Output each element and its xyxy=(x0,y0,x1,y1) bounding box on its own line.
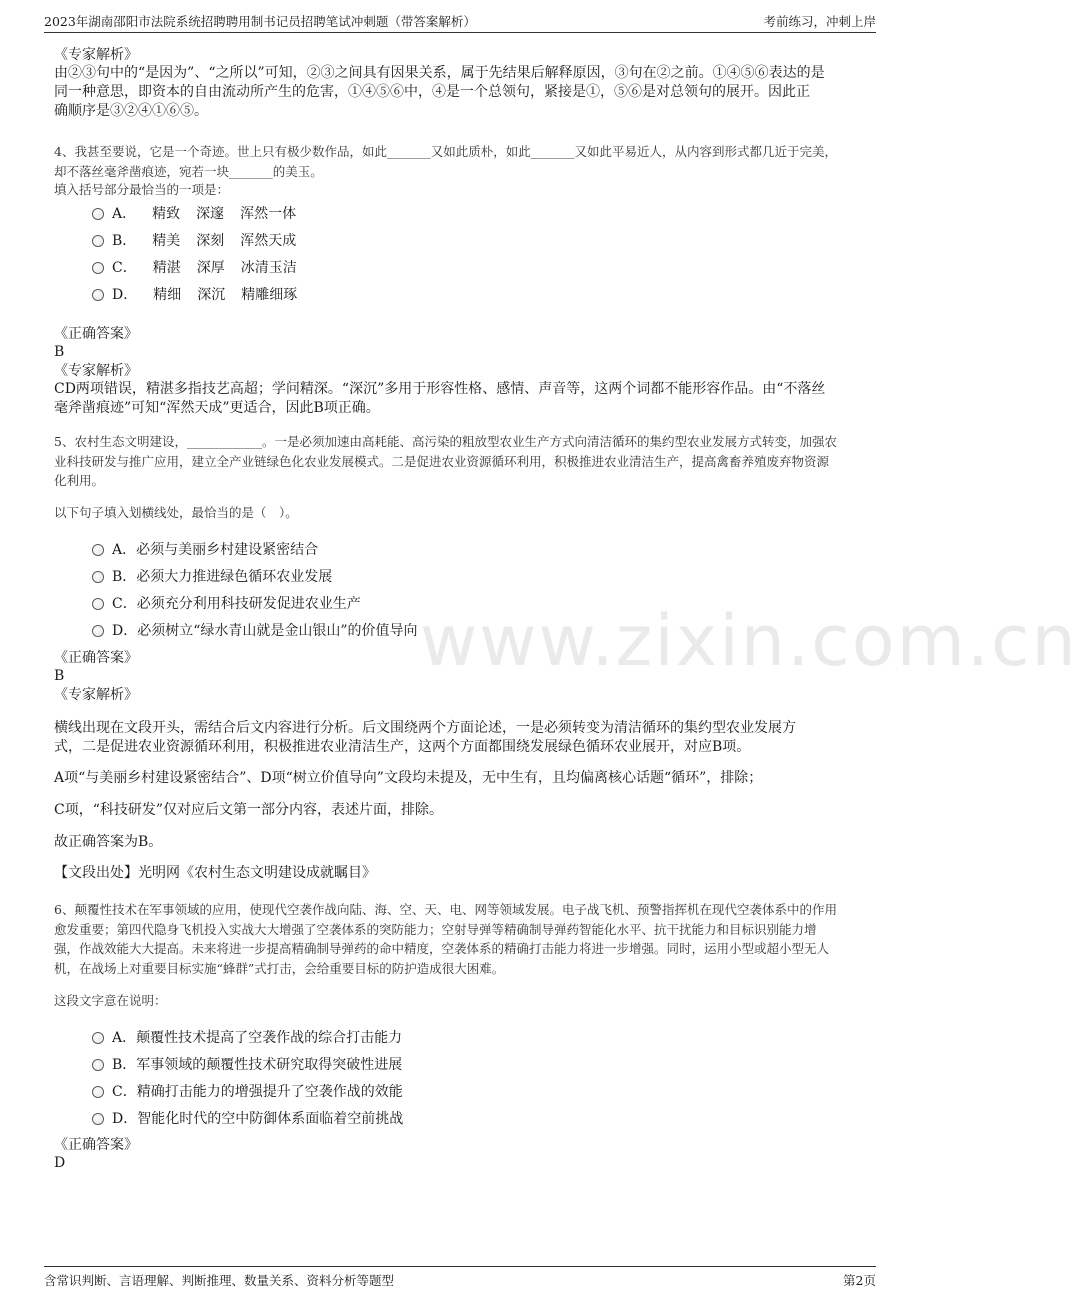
header-slogan: 考前练习，冲刺上岸 xyxy=(763,14,876,29)
option-word: 精湛 xyxy=(152,260,181,276)
option-letter: D． xyxy=(112,623,138,639)
q5-analysis-text xyxy=(54,719,866,757)
q5-analysis-p4: 故正确答案为B。 xyxy=(54,834,163,850)
option-text: 必须树立“绿水青山就是金山银山”的价值导向 xyxy=(137,623,418,639)
radio-icon[interactable] xyxy=(92,544,104,556)
q3-analysis-line: 同一种意思，即资本的自由流动所产生的危害，①④⑤⑥中，④是一个总领句，紧接是①，⑤⑥是对总领句的展开。因此正 xyxy=(54,84,810,100)
q3-analysis-line: 由②③句中的“是因为”、“之所以”可知，②③之间具有因果关系，属于先结果后解释原因，③句在②之前。①④⑤⑥表达的是 xyxy=(54,65,825,81)
option-word: 浑然一体 xyxy=(240,206,297,222)
option-letter: B． xyxy=(112,569,137,585)
q5-option-c[interactable] xyxy=(92,593,361,613)
q6-stem xyxy=(54,900,866,978)
page-footer xyxy=(44,1266,876,1292)
option-text: 必须充分利用科技研发促进农业生产 xyxy=(136,596,361,612)
q4-prompt: 填入括号部分最恰当的一项是： xyxy=(54,182,230,197)
option-letter: A． xyxy=(112,1030,137,1046)
q5-analysis-p2: A项“与美丽乡村建设紧密结合”、D项“树立价值导向”文段均未提及，无中生有，且均偏离核心话题“循环”，排除； xyxy=(54,770,763,786)
radio-icon[interactable] xyxy=(92,571,104,583)
radio-icon[interactable] xyxy=(92,208,104,220)
option-word: 精美 xyxy=(152,233,181,249)
q4-analysis-label: 《专家解析》 xyxy=(54,363,138,379)
q4-option-c[interactable] xyxy=(92,257,297,277)
q6-answer: D xyxy=(54,1155,66,1171)
watermark: www.zixin.com.cn xyxy=(420,600,1078,682)
q5-stem-line: 5、农村生态文明建设，____________。一是必须加速由高耗能、高污染的粗放型农业生产方式向清洁循环的集约型农业发展方式转变，加强农 xyxy=(54,434,837,449)
q5-analysis-line: 式，二是促进农业资源循环利用，积极推进农业清洁生产，这两个方面都围绕发展绿色循环农业展开，对应B项。 xyxy=(54,739,751,755)
radio-icon[interactable] xyxy=(92,598,104,610)
radio-icon[interactable] xyxy=(92,1059,104,1071)
q4-option-d[interactable] xyxy=(92,284,297,304)
q5-analysis-p3: C项，“科技研发”仅对应后文第一部分内容，表述片面，排除。 xyxy=(54,802,444,818)
q6-stem-line: 6、颠覆性技术在军事领域的应用，使现代空袭作战向陆、海、空、天、电、网等领域发展。电子战飞机、预警指挥机在现代空袭体系中的作用 xyxy=(54,902,837,917)
q5-prompt: 以下句子填入划横线处，最恰当的是（ ）。 xyxy=(54,505,298,520)
q3-analysis-text xyxy=(54,64,866,121)
option-text: 必须与美丽乡村建设紧密结合 xyxy=(136,542,319,558)
option-letter: D． xyxy=(112,287,138,303)
q6-prompt: 这段文字意在说明： xyxy=(54,993,167,1008)
q5-option-d[interactable] xyxy=(92,620,418,640)
option-word: 精细 xyxy=(153,287,182,303)
radio-icon[interactable] xyxy=(92,1113,104,1125)
q3-analysis-label: 《专家解析》 xyxy=(54,47,138,63)
q4-analysis-line: 毫斧凿痕迹”可知“浑然天成”更适合，因此B项正确。 xyxy=(54,400,380,416)
q5-stem xyxy=(54,432,866,491)
q5-analysis-label: 《专家解析》 xyxy=(54,687,138,703)
q3-analysis-line: 确顺序是③②④①⑥⑤。 xyxy=(54,103,208,119)
option-word: 精致 xyxy=(152,206,181,222)
q4-stem-line: 却不落丝毫斧凿痕迹，宛若一块_______的美玉。 xyxy=(54,163,323,179)
option-letter: A． xyxy=(112,206,137,222)
q4-option-b[interactable] xyxy=(92,230,296,250)
q6-stem-line: 愈发重要；第四代隐身飞机投入实战大大增强了空袭体系的突防能力；空射导弹等精确制导弹药智能化水平、抗干扰能力和目标识别能力增 xyxy=(54,921,817,937)
q4-answer: B xyxy=(54,344,65,360)
option-text: 颠覆性技术提高了空袭作战的综合打击能力 xyxy=(136,1030,403,1046)
option-text: 精确打击能力的增强提升了空袭作战的效能 xyxy=(136,1084,403,1100)
q4-analysis-text xyxy=(54,380,866,418)
q6-answer-label: 《正确答案》 xyxy=(54,1137,138,1153)
option-word: 精雕细琢 xyxy=(241,287,298,303)
q4-stem-line: 4、我甚至要说，它是一个奇迹。世上只有极少数作品，如此_______又如此质朴，如此_______又如此平易近人，从内容到形式都几近于完美， xyxy=(54,144,837,159)
q5-option-b[interactable] xyxy=(92,566,332,586)
radio-icon[interactable] xyxy=(92,1086,104,1098)
q5-answer: B xyxy=(54,668,65,684)
option-word: 浑然天成 xyxy=(240,233,297,249)
radio-icon[interactable] xyxy=(92,1032,104,1044)
q5-analysis-line: 横线出现在文段开头，需结合后文内容进行分析。后文围绕两个方面论述，一是必须转变为清洁循环的集约型农业发展方 xyxy=(54,720,796,736)
option-word: 冰清玉洁 xyxy=(240,260,297,276)
q4-option-a[interactable] xyxy=(92,203,296,223)
option-letter: C． xyxy=(112,1084,137,1100)
q6-option-c[interactable] xyxy=(92,1081,403,1101)
option-letter: D． xyxy=(112,1111,138,1127)
q6-stem-line: 机，在战场上对重要目标实施“蜂群”式打击，会给重要目标的防护造成很大困难。 xyxy=(54,960,505,976)
q4-analysis-line: CD两项错误，精湛多指技艺高超；学问精深。“深沉”多用于形容性格、感情、声音等，这两个词都不能形容作品。由“不落丝 xyxy=(54,381,826,397)
option-letter: C． xyxy=(112,260,137,276)
option-letter: A． xyxy=(112,542,137,558)
option-word: 深刻 xyxy=(196,233,225,249)
option-letter: C． xyxy=(112,596,137,612)
q5-stem-line: 化利用。 xyxy=(54,473,105,488)
q6-option-d[interactable] xyxy=(92,1108,403,1128)
q6-option-a[interactable] xyxy=(92,1027,402,1047)
option-word: 深厚 xyxy=(196,260,225,276)
radio-icon[interactable] xyxy=(92,625,104,637)
option-letter: B． xyxy=(112,1057,137,1073)
q5-answer-label: 《正确答案》 xyxy=(54,650,138,666)
page-number: 第2页 xyxy=(843,1273,876,1288)
footer-description: 含常识判断、言语理解、判断推理、数量关系、资料分析等题型 xyxy=(44,1273,395,1288)
option-word: 深沉 xyxy=(197,287,226,303)
radio-icon[interactable] xyxy=(92,262,104,274)
radio-icon[interactable] xyxy=(92,235,104,247)
q4-stem xyxy=(54,142,866,181)
option-word: 深邃 xyxy=(196,206,225,222)
q4-answer-label: 《正确答案》 xyxy=(54,326,138,342)
option-text: 必须大力推进绿色循环农业发展 xyxy=(136,569,333,585)
q6-option-b[interactable] xyxy=(92,1054,402,1074)
radio-icon[interactable] xyxy=(92,289,104,301)
q6-stem-line: 强，作战效能大大提高。未来将进一步提高精确制导弹药的命中精度，空袭体系的精确打击能力将进一步增强。同时，运用小型或超小型无人 xyxy=(54,941,830,956)
option-letter: B． xyxy=(112,233,137,249)
q5-option-a[interactable] xyxy=(92,539,318,559)
document-title: 2023年湖南邵阳市法院系统招聘聘用制书记员招聘笔试冲刺题（带答案解析） xyxy=(44,14,476,29)
option-text: 智能化时代的空中防御体系面临着空前挑战 xyxy=(137,1111,404,1127)
q5-source: 【文段出处】光明网《农村生态文明建设成就瞩目》 xyxy=(54,865,376,881)
option-text: 军事领域的颠覆性技术研究取得突破性进展 xyxy=(136,1057,403,1073)
page-header xyxy=(44,10,876,33)
q5-stem-line: 业科技研发与推广应用，建立全产业链绿色化农业发展模式。二是促进农业资源循环利用，积极推进农业清洁生产，提高禽畜养殖废弃物资源 xyxy=(54,453,830,469)
